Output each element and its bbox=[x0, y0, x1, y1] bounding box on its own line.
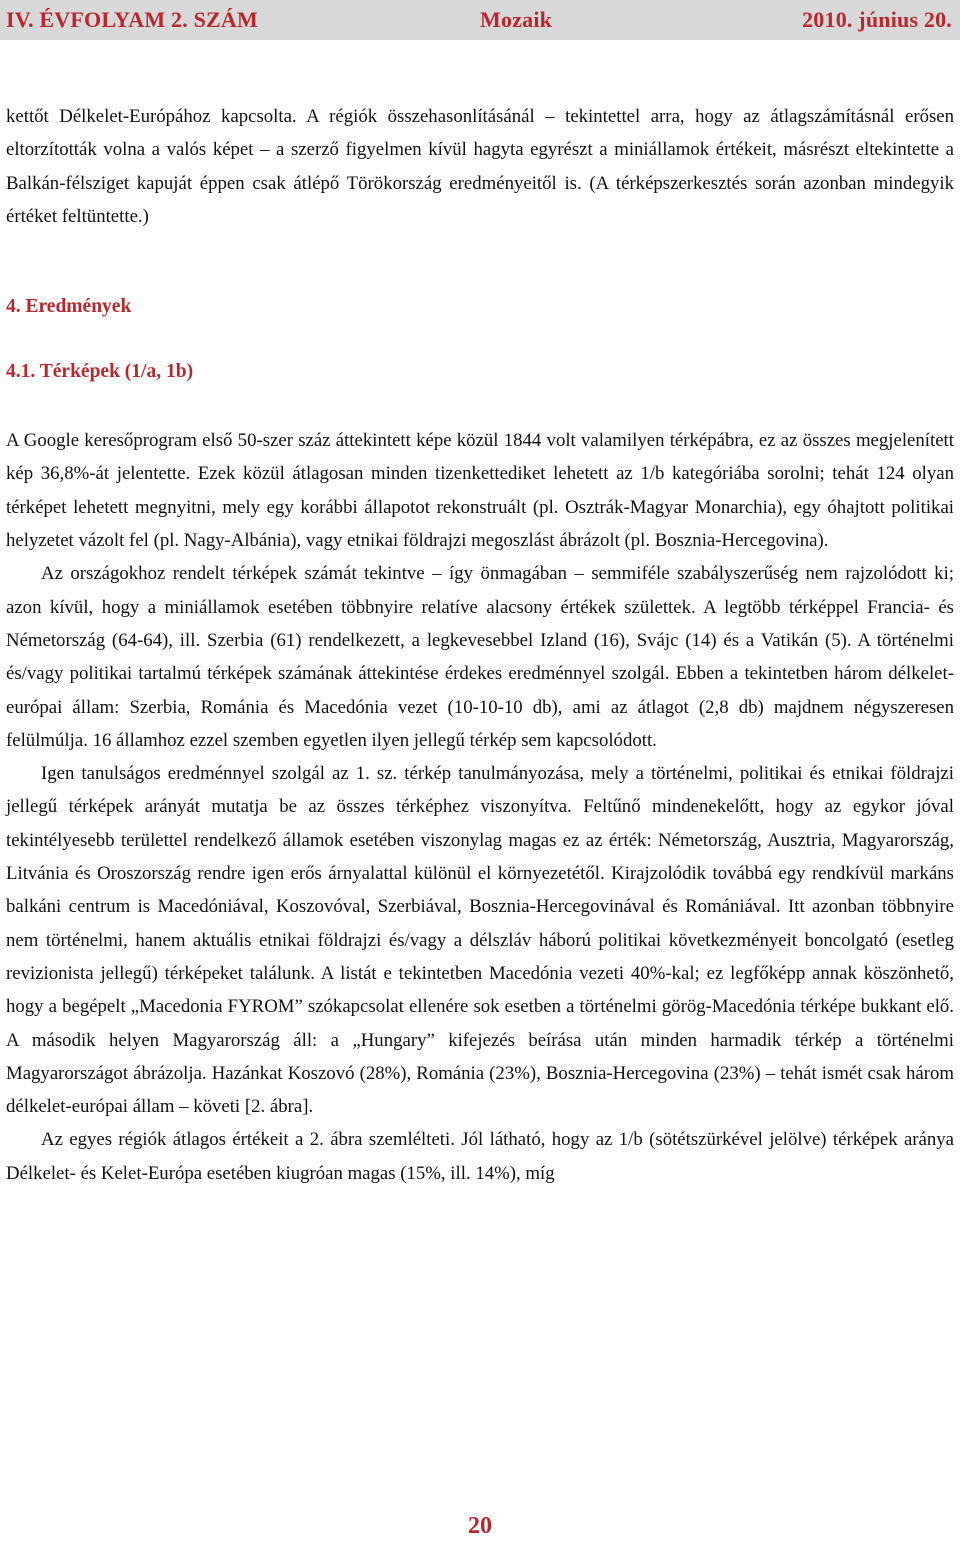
header-section: Mozaik bbox=[480, 7, 553, 32]
article-body bbox=[6, 100, 954, 1190]
paragraph: A Google keresőprogram első 50-szer száz áttekintett képe közül 1844 volt valamilyen térképábra, ez az összes megjelenített kép 36,8%-át jelentette. Ezek közül átlagosan minden tizenkettediket lehetett az 1/b kategóriába sorolni; tehát 124 olyan térképet lehetett megnyitni, mely egy korábbi állapotot rekonstruált (pl. Osztrák-Magyar Monarchia), egy óhajtott politikai helyzetet vázolt fel (pl. Nagy-Albánia), vagy etnikai földrajzi megoszlást ábrázolt (pl. Bosznia-Hercegovina). bbox=[6, 430, 954, 552]
paragraph: Az egyes régiók átlagos értékeit a 2. ábra szemlélteti. Jól látható, hogy az 1/b (sötétszürkével jelölve) térképek aránya Délkelet- és Kelet-Európa esetében kiugróan magas (15%, ill. 14%), míg bbox=[6, 1129, 954, 1184]
section-heading: 4. Eredmények bbox=[6, 296, 132, 318]
paragraph: Az országokhoz rendelt térképek számát tekintve – így önmagában – semmiféle szabályszerűség nem rajzolódott ki; azon kívül, hogy a miniállamok esetében többnyire relatíve alacsony értékek születtek. A legtöbb térképpel Francia- és Németország (64-64), ill. Szerbia (61) rendelkezett, a legkevesebbel Izland (16), Svájc (14) és a Vatikán (5). A történelmi és/vagy politikai tartalmú térképek számának áttekintése érdekes eredménnyel szolgál. Ebben a tekintetben három délkelet-európai állam: Szerbia, Románia és Macedónia vezet (10-10-10 db), ami az átlagot (2,8 db) majdnem négyszeresen felülmúlja. 16 államhoz ezzel szemben egyetlen ilyen jellegű térkép sem kapcsolódott. bbox=[6, 563, 954, 751]
running-header bbox=[0, 0, 960, 40]
subsection-heading: 4.1. Térképek (1/a, 1b) bbox=[6, 361, 194, 383]
intro-paragraph: kettőt Délkelet-Európához kapcsolta. A régiók összehasonlításánál – tekintettel arra, hogy az átlagszámításnál erősen eltorzították volna a valós képet – a szerző figyelmen kívül hagyta egyrészt a miniállamok értékeit, másrészt eltekintette a Balkán-félsziget kapuját éppen csak átlépő Törökország eredményeitől is. (A térképszerkesztés során azonban mindegyik értéket feltüntette.) bbox=[6, 106, 954, 227]
page-number: 20 bbox=[468, 1513, 492, 1539]
header-date: 2010. június 20. bbox=[802, 7, 952, 32]
paragraph: Igen tanulságos eredménnyel szolgál az 1. sz. térkép tanulmányozása, mely a történelmi, politikai és etnikai földrajzi jellegű térképek arányát mutatja be az összes térképhez viszonyítva. Feltűnő mindenekelőtt, hogy az egykor jóval tekintélyesebb területtel rendelkező államok esetében viszonylag magas ez az érték: Németország, Ausztria, Magyarország, Litvánia és Oroszország rendre igen erős árnyalattal különül el környezetétől. Kirajzolódik továbbá egy rendkívül markáns balkáni centrum is Macedóniával, Koszovóval, Szerbiával, Bosznia-Hercegovinával és Romániával. Itt azonban többnyire nem történelmi, hanem aktuális etnikai földrajzi és/vagy a délszláv háború politikai következményeit boncolgató (esetleg revizionista jellegű) térképeket találunk. A listát e tekintetben Macedónia vezeti 40%-kal; ez legfőképp annak köszönhető, hogy a begépelt „Macedonia FYROM” szókapcsolat ellenére sok esetben a történelmi görög-Macedónia térképe bukkant elő. A második helyen Magyarország áll: a „Hungary” kifejezés beírása után minden harmadik térkép a történelmi Magyarországot ábrázolja. Hazánkat Koszovó (28%), Románia (23%), Bosznia-Hercegovina (23%) – tehát ismét csak három délkelet-európai állam – követi [2. ábra]. bbox=[6, 763, 954, 1118]
header-volume: IV. ÉVFOLYAM 2. SZÁM bbox=[6, 7, 258, 32]
